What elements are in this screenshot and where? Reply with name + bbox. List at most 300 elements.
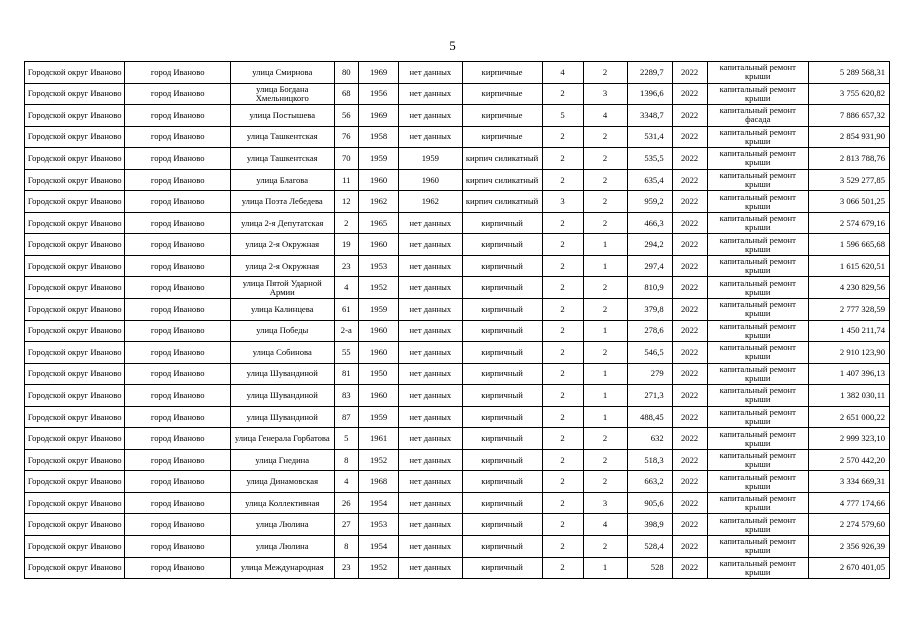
- entrances-cell: 2: [583, 212, 627, 234]
- cost-cell: 2 999 323,10: [808, 428, 889, 450]
- repair-type-cell: капитальный ремонт крыши: [707, 449, 808, 471]
- house-number-cell: 8: [334, 449, 359, 471]
- wall-material-cell: кирпичный: [462, 277, 542, 299]
- cost-cell: 2 670 401,05: [808, 557, 889, 579]
- cost-cell: 3 755 620,82: [808, 83, 889, 105]
- table-row: [25, 83, 890, 105]
- plan-year-cell: 2022: [672, 514, 707, 536]
- repair-type-cell: капитальный ремонт крыши: [707, 299, 808, 321]
- table-row: [25, 492, 890, 514]
- floors-cell: 2: [542, 557, 583, 579]
- entrances-cell: 2: [583, 148, 627, 170]
- plan-year-cell: 2022: [672, 234, 707, 256]
- settlement-cell: город Иваново: [125, 105, 231, 127]
- municipality-cell: Городской округ Иваново: [25, 449, 125, 471]
- commission-year-cell: нет данных: [399, 255, 463, 277]
- build-year-cell: 1952: [359, 449, 399, 471]
- commission-year-cell: нет данных: [399, 126, 463, 148]
- area-cell: 528: [627, 557, 672, 579]
- entrances-cell: 1: [583, 234, 627, 256]
- repair-type-cell: капитальный ремонт крыши: [707, 169, 808, 191]
- build-year-cell: 1952: [359, 557, 399, 579]
- municipality-cell: Городской округ Иваново: [25, 385, 125, 407]
- house-number-cell: 5: [334, 428, 359, 450]
- commission-year-cell: нет данных: [399, 105, 463, 127]
- table-row: [25, 557, 890, 579]
- settlement-cell: город Иваново: [125, 320, 231, 342]
- street-cell: улица Ташкентская: [231, 126, 335, 148]
- street-cell: улица 2-я Окружная: [231, 234, 335, 256]
- wall-material-cell: кирпичные: [462, 105, 542, 127]
- municipality-cell: Городской округ Иваново: [25, 277, 125, 299]
- plan-year-cell: 2022: [672, 148, 707, 170]
- municipality-cell: Городской округ Иваново: [25, 299, 125, 321]
- cost-cell: 2 777 328,59: [808, 299, 889, 321]
- floors-cell: 2: [542, 83, 583, 105]
- plan-year-cell: 2022: [672, 126, 707, 148]
- area-cell: 663,2: [627, 471, 672, 493]
- plan-year-cell: 2022: [672, 277, 707, 299]
- settlement-cell: город Иваново: [125, 428, 231, 450]
- area-cell: 810,9: [627, 277, 672, 299]
- entrances-cell: 4: [583, 514, 627, 536]
- plan-year-cell: 2022: [672, 492, 707, 514]
- wall-material-cell: кирпичный: [462, 363, 542, 385]
- build-year-cell: 1965: [359, 212, 399, 234]
- house-number-cell: 4: [334, 471, 359, 493]
- commission-year-cell: нет данных: [399, 449, 463, 471]
- build-year-cell: 1956: [359, 83, 399, 105]
- house-number-cell: 2-а: [334, 320, 359, 342]
- table-row: [25, 536, 890, 558]
- street-cell: улица Международная: [231, 557, 335, 579]
- area-cell: 294,2: [627, 234, 672, 256]
- street-cell: улица Благова: [231, 169, 335, 191]
- table-row: [25, 169, 890, 191]
- area-cell: 535,5: [627, 148, 672, 170]
- repair-type-cell: капитальный ремонт крыши: [707, 557, 808, 579]
- repair-type-cell: капитальный ремонт крыши: [707, 492, 808, 514]
- settlement-cell: город Иваново: [125, 83, 231, 105]
- area-cell: 546,5: [627, 342, 672, 364]
- repair-type-cell: капитальный ремонт крыши: [707, 83, 808, 105]
- build-year-cell: 1952: [359, 277, 399, 299]
- repair-type-cell: капитальный ремонт крыши: [707, 62, 808, 84]
- floors-cell: 2: [542, 299, 583, 321]
- commission-year-cell: нет данных: [399, 428, 463, 450]
- area-cell: 2289,7: [627, 62, 672, 84]
- table-row: [25, 363, 890, 385]
- repair-type-cell: капитальный ремонт крыши: [707, 277, 808, 299]
- settlement-cell: город Иваново: [125, 212, 231, 234]
- house-number-cell: 12: [334, 191, 359, 213]
- area-cell: 905,6: [627, 492, 672, 514]
- house-number-cell: 8: [334, 536, 359, 558]
- settlement-cell: город Иваново: [125, 169, 231, 191]
- cost-cell: 4 230 829,56: [808, 277, 889, 299]
- entrances-cell: 4: [583, 105, 627, 127]
- commission-year-cell: нет данных: [399, 212, 463, 234]
- build-year-cell: 1960: [359, 342, 399, 364]
- cost-cell: 2 570 442,20: [808, 449, 889, 471]
- entrances-cell: 2: [583, 449, 627, 471]
- entrances-cell: 2: [583, 126, 627, 148]
- cost-cell: 2 651 000,22: [808, 406, 889, 428]
- street-cell: улица Шувандиной: [231, 363, 335, 385]
- municipality-cell: Городской округ Иваново: [25, 105, 125, 127]
- area-cell: 271,3: [627, 385, 672, 407]
- floors-cell: 2: [542, 514, 583, 536]
- wall-material-cell: кирпич силикатный: [462, 191, 542, 213]
- settlement-cell: город Иваново: [125, 342, 231, 364]
- house-number-cell: 19: [334, 234, 359, 256]
- entrances-cell: 2: [583, 277, 627, 299]
- table-row: [25, 62, 890, 84]
- street-cell: улица Коллективная: [231, 492, 335, 514]
- cost-cell: 1 450 211,74: [808, 320, 889, 342]
- plan-year-cell: 2022: [672, 255, 707, 277]
- entrances-cell: 2: [583, 342, 627, 364]
- entrances-cell: 1: [583, 320, 627, 342]
- floors-cell: 2: [542, 320, 583, 342]
- table-row: [25, 212, 890, 234]
- build-year-cell: 1960: [359, 169, 399, 191]
- build-year-cell: 1950: [359, 363, 399, 385]
- house-number-cell: 80: [334, 62, 359, 84]
- plan-year-cell: 2022: [672, 212, 707, 234]
- municipality-cell: Городской округ Иваново: [25, 514, 125, 536]
- commission-year-cell: нет данных: [399, 514, 463, 536]
- plan-year-cell: 2022: [672, 428, 707, 450]
- wall-material-cell: кирпичный: [462, 471, 542, 493]
- entrances-cell: 1: [583, 385, 627, 407]
- table-row: [25, 105, 890, 127]
- wall-material-cell: кирпич силикатный: [462, 169, 542, 191]
- build-year-cell: 1954: [359, 492, 399, 514]
- commission-year-cell: нет данных: [399, 492, 463, 514]
- house-number-cell: 27: [334, 514, 359, 536]
- floors-cell: 4: [542, 62, 583, 84]
- repair-type-cell: капитальный ремонт фасада: [707, 105, 808, 127]
- wall-material-cell: кирпичные: [462, 62, 542, 84]
- cost-cell: 1 596 665,68: [808, 234, 889, 256]
- settlement-cell: город Иваново: [125, 385, 231, 407]
- floors-cell: 2: [542, 406, 583, 428]
- floors-cell: 2: [542, 536, 583, 558]
- municipality-cell: Городской округ Иваново: [25, 320, 125, 342]
- street-cell: улица Люлина: [231, 536, 335, 558]
- settlement-cell: город Иваново: [125, 191, 231, 213]
- build-year-cell: 1968: [359, 471, 399, 493]
- area-cell: 959,2: [627, 191, 672, 213]
- municipality-cell: Городской округ Иваново: [25, 342, 125, 364]
- plan-year-cell: 2022: [672, 299, 707, 321]
- repair-type-cell: капитальный ремонт крыши: [707, 255, 808, 277]
- repair-type-cell: капитальный ремонт крыши: [707, 342, 808, 364]
- house-number-cell: 11: [334, 169, 359, 191]
- floors-cell: 3: [542, 191, 583, 213]
- floors-cell: 2: [542, 234, 583, 256]
- build-year-cell: 1961: [359, 428, 399, 450]
- cost-cell: 3 529 277,85: [808, 169, 889, 191]
- housing-repair-table: [24, 61, 890, 579]
- house-number-cell: 68: [334, 83, 359, 105]
- plan-year-cell: 2022: [672, 191, 707, 213]
- table-row: [25, 191, 890, 213]
- commission-year-cell: нет данных: [399, 83, 463, 105]
- plan-year-cell: 2022: [672, 342, 707, 364]
- wall-material-cell: кирпичный: [462, 342, 542, 364]
- settlement-cell: город Иваново: [125, 234, 231, 256]
- house-number-cell: 81: [334, 363, 359, 385]
- plan-year-cell: 2022: [672, 406, 707, 428]
- house-number-cell: 4: [334, 277, 359, 299]
- cost-cell: 2 813 788,76: [808, 148, 889, 170]
- settlement-cell: город Иваново: [125, 492, 231, 514]
- plan-year-cell: 2022: [672, 62, 707, 84]
- wall-material-cell: кирпичный: [462, 514, 542, 536]
- settlement-cell: город Иваново: [125, 363, 231, 385]
- municipality-cell: Городской округ Иваново: [25, 169, 125, 191]
- repair-type-cell: капитальный ремонт крыши: [707, 320, 808, 342]
- settlement-cell: город Иваново: [125, 299, 231, 321]
- street-cell: улица Шувандиной: [231, 406, 335, 428]
- plan-year-cell: 2022: [672, 385, 707, 407]
- settlement-cell: город Иваново: [125, 62, 231, 84]
- house-number-cell: 83: [334, 385, 359, 407]
- street-cell: улица Поэта Лебедева: [231, 191, 335, 213]
- floors-cell: 2: [542, 148, 583, 170]
- street-cell: улица Богдана Хмельницкого: [231, 83, 335, 105]
- plan-year-cell: 2022: [672, 471, 707, 493]
- entrances-cell: 2: [583, 428, 627, 450]
- municipality-cell: Городской округ Иваново: [25, 406, 125, 428]
- area-cell: 3348,7: [627, 105, 672, 127]
- cost-cell: 7 886 657,32: [808, 105, 889, 127]
- table-row: [25, 277, 890, 299]
- commission-year-cell: нет данных: [399, 320, 463, 342]
- entrances-cell: 2: [583, 299, 627, 321]
- settlement-cell: город Иваново: [125, 255, 231, 277]
- cost-cell: 2 574 679,16: [808, 212, 889, 234]
- entrances-cell: 1: [583, 557, 627, 579]
- settlement-cell: город Иваново: [125, 536, 231, 558]
- floors-cell: 2: [542, 342, 583, 364]
- street-cell: улица Постышева: [231, 105, 335, 127]
- plan-year-cell: 2022: [672, 83, 707, 105]
- house-number-cell: 76: [334, 126, 359, 148]
- plan-year-cell: 2022: [672, 449, 707, 471]
- commission-year-cell: нет данных: [399, 385, 463, 407]
- commission-year-cell: нет данных: [399, 406, 463, 428]
- cost-cell: 3 066 501,25: [808, 191, 889, 213]
- municipality-cell: Городской округ Иваново: [25, 62, 125, 84]
- area-cell: 279: [627, 363, 672, 385]
- repair-type-cell: капитальный ремонт крыши: [707, 428, 808, 450]
- street-cell: улица Смирнова: [231, 62, 335, 84]
- entrances-cell: 1: [583, 406, 627, 428]
- table-row: [25, 148, 890, 170]
- cost-cell: 1 615 620,51: [808, 255, 889, 277]
- area-cell: 278,6: [627, 320, 672, 342]
- table-row: [25, 255, 890, 277]
- municipality-cell: Городской округ Иваново: [25, 212, 125, 234]
- settlement-cell: город Иваново: [125, 557, 231, 579]
- build-year-cell: 1962: [359, 191, 399, 213]
- plan-year-cell: 2022: [672, 536, 707, 558]
- table-row: [25, 514, 890, 536]
- entrances-cell: 1: [583, 255, 627, 277]
- settlement-cell: город Иваново: [125, 471, 231, 493]
- floors-cell: 2: [542, 255, 583, 277]
- settlement-cell: город Иваново: [125, 277, 231, 299]
- street-cell: улица Динамовская: [231, 471, 335, 493]
- floors-cell: 2: [542, 363, 583, 385]
- table-row: [25, 428, 890, 450]
- commission-year-cell: нет данных: [399, 277, 463, 299]
- settlement-cell: город Иваново: [125, 449, 231, 471]
- plan-year-cell: 2022: [672, 105, 707, 127]
- plan-year-cell: 2022: [672, 169, 707, 191]
- wall-material-cell: кирпичный: [462, 536, 542, 558]
- house-number-cell: 55: [334, 342, 359, 364]
- page-number: 5: [449, 38, 456, 53]
- plan-year-cell: 2022: [672, 320, 707, 342]
- municipality-cell: Городской округ Иваново: [25, 471, 125, 493]
- street-cell: улица Калинцева: [231, 299, 335, 321]
- floors-cell: 2: [542, 212, 583, 234]
- build-year-cell: 1958: [359, 126, 399, 148]
- build-year-cell: 1953: [359, 255, 399, 277]
- cost-cell: 2 910 123,90: [808, 342, 889, 364]
- floors-cell: 2: [542, 449, 583, 471]
- commission-year-cell: 1959: [399, 148, 463, 170]
- wall-material-cell: кирпичный: [462, 299, 542, 321]
- entrances-cell: 3: [583, 492, 627, 514]
- build-year-cell: 1959: [359, 148, 399, 170]
- commission-year-cell: нет данных: [399, 536, 463, 558]
- street-cell: улица 2-я Депутатская: [231, 212, 335, 234]
- build-year-cell: 1960: [359, 234, 399, 256]
- house-number-cell: 26: [334, 492, 359, 514]
- cost-cell: 2 356 926,39: [808, 536, 889, 558]
- repair-type-cell: капитальный ремонт крыши: [707, 148, 808, 170]
- commission-year-cell: 1960: [399, 169, 463, 191]
- area-cell: 632: [627, 428, 672, 450]
- entrances-cell: 1: [583, 363, 627, 385]
- street-cell: улица Шувандиной: [231, 385, 335, 407]
- build-year-cell: 1960: [359, 320, 399, 342]
- wall-material-cell: кирпичный: [462, 385, 542, 407]
- cost-cell: 1 407 396,13: [808, 363, 889, 385]
- entrances-cell: 2: [583, 471, 627, 493]
- build-year-cell: 1953: [359, 514, 399, 536]
- build-year-cell: 1954: [359, 536, 399, 558]
- plan-year-cell: 2022: [672, 363, 707, 385]
- municipality-cell: Городской округ Иваново: [25, 234, 125, 256]
- area-cell: 398,9: [627, 514, 672, 536]
- cost-cell: 2 274 579,60: [808, 514, 889, 536]
- settlement-cell: город Иваново: [125, 514, 231, 536]
- wall-material-cell: кирпичный: [462, 234, 542, 256]
- municipality-cell: Городской округ Иваново: [25, 83, 125, 105]
- floors-cell: 5: [542, 105, 583, 127]
- floors-cell: 2: [542, 169, 583, 191]
- street-cell: улица Пятой Ударной Армии: [231, 277, 335, 299]
- street-cell: улица Ташкентская: [231, 148, 335, 170]
- table-row: [25, 234, 890, 256]
- table-row: [25, 126, 890, 148]
- house-number-cell: 70: [334, 148, 359, 170]
- cost-cell: 2 854 931,90: [808, 126, 889, 148]
- area-cell: 488,45: [627, 406, 672, 428]
- area-cell: 466,3: [627, 212, 672, 234]
- repair-type-cell: капитальный ремонт крыши: [707, 514, 808, 536]
- municipality-cell: Городской округ Иваново: [25, 363, 125, 385]
- wall-material-cell: кирпичные: [462, 126, 542, 148]
- cost-cell: 5 289 568,31: [808, 62, 889, 84]
- build-year-cell: 1959: [359, 299, 399, 321]
- municipality-cell: Городской округ Иваново: [25, 428, 125, 450]
- municipality-cell: Городской округ Иваново: [25, 148, 125, 170]
- municipality-cell: Городской округ Иваново: [25, 492, 125, 514]
- repair-type-cell: капитальный ремонт крыши: [707, 385, 808, 407]
- commission-year-cell: нет данных: [399, 342, 463, 364]
- floors-cell: 2: [542, 492, 583, 514]
- build-year-cell: 1969: [359, 62, 399, 84]
- table-row: [25, 299, 890, 321]
- wall-material-cell: кирпичный: [462, 557, 542, 579]
- commission-year-cell: нет данных: [399, 299, 463, 321]
- repair-type-cell: капитальный ремонт крыши: [707, 126, 808, 148]
- repair-type-cell: капитальный ремонт крыши: [707, 212, 808, 234]
- settlement-cell: город Иваново: [125, 126, 231, 148]
- street-cell: улица Победы: [231, 320, 335, 342]
- commission-year-cell: нет данных: [399, 363, 463, 385]
- build-year-cell: 1960: [359, 385, 399, 407]
- cost-cell: 4 777 174,66: [808, 492, 889, 514]
- entrances-cell: 2: [583, 536, 627, 558]
- house-number-cell: 61: [334, 299, 359, 321]
- commission-year-cell: нет данных: [399, 62, 463, 84]
- street-cell: улица Генерала Горбатова: [231, 428, 335, 450]
- area-cell: 528,4: [627, 536, 672, 558]
- repair-type-cell: капитальный ремонт крыши: [707, 191, 808, 213]
- wall-material-cell: кирпичный: [462, 406, 542, 428]
- wall-material-cell: кирпичный: [462, 492, 542, 514]
- street-cell: улица 2-я Окружная: [231, 255, 335, 277]
- house-number-cell: 2: [334, 212, 359, 234]
- floors-cell: 2: [542, 471, 583, 493]
- wall-material-cell: кирпичный: [462, 449, 542, 471]
- municipality-cell: Городской округ Иваново: [25, 255, 125, 277]
- table-row: [25, 342, 890, 364]
- table-body: [25, 62, 890, 579]
- house-number-cell: 23: [334, 557, 359, 579]
- settlement-cell: город Иваново: [125, 406, 231, 428]
- repair-type-cell: капитальный ремонт крыши: [707, 363, 808, 385]
- wall-material-cell: кирпичный: [462, 212, 542, 234]
- area-cell: 297,4: [627, 255, 672, 277]
- entrances-cell: 2: [583, 62, 627, 84]
- entrances-cell: 3: [583, 83, 627, 105]
- build-year-cell: 1959: [359, 406, 399, 428]
- municipality-cell: Городской округ Иваново: [25, 126, 125, 148]
- repair-type-cell: капитальный ремонт крыши: [707, 406, 808, 428]
- plan-year-cell: 2022: [672, 557, 707, 579]
- house-number-cell: 56: [334, 105, 359, 127]
- table-row: [25, 320, 890, 342]
